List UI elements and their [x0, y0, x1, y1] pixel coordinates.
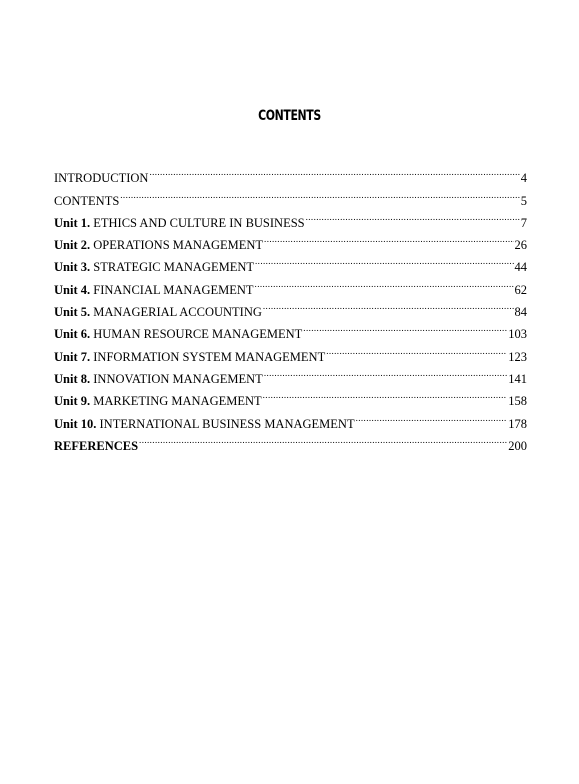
dot-leader	[306, 205, 520, 227]
table-of-contents	[54, 160, 527, 453]
toc-entry-label: Unit 7. INFORMATION SYSTEM MANAGEMENT	[54, 349, 326, 364]
toc-page-number: 26	[514, 238, 527, 253]
dot-leader	[263, 294, 514, 316]
toc-entry-label: Unit 8. INNOVATION MANAGEMENT	[54, 371, 263, 386]
dot-leader	[263, 383, 508, 405]
dot-leader	[264, 361, 507, 383]
toc-entry-label: Unit 6. HUMAN RESOURCE MANAGEMENT	[54, 327, 303, 342]
toc-entry-label: INTRODUCTION	[54, 171, 149, 186]
dot-leader	[149, 160, 519, 182]
dot-leader	[139, 428, 507, 450]
dot-leader	[255, 249, 513, 271]
toc-page-number: 158	[508, 394, 527, 409]
toc-page-number: 62	[514, 282, 527, 297]
toc-entry-introduction[interactable]	[54, 160, 527, 186]
toc-page-number: 4	[520, 171, 527, 186]
toc-entry-contents[interactable]	[54, 182, 527, 208]
dot-leader	[264, 227, 513, 249]
page-title: CONTENTS	[258, 108, 321, 124]
toc-page-number: 5	[520, 193, 527, 208]
dot-leader	[356, 405, 508, 427]
toc-page-number: 44	[514, 260, 527, 275]
toc-page-number: 123	[508, 349, 527, 364]
toc-entry-label: REFERENCES	[54, 438, 139, 453]
toc-entry-label: Unit 9. MARKETING MANAGEMENT	[54, 394, 262, 409]
toc-entry-label: CONTENTS	[54, 193, 120, 208]
toc-page-number: 178	[508, 416, 527, 431]
toc-page-number: 7	[520, 215, 527, 230]
dot-leader	[255, 271, 514, 293]
toc-entry-label: Unit 5. MANAGERIAL ACCOUNTING	[54, 305, 262, 320]
toc-page-number: 103	[508, 327, 527, 342]
toc-entry-label: Unit 10. INTERNATIONAL BUSINESS MANAGEMENT	[54, 416, 355, 431]
toc-page-number: 84	[514, 305, 527, 320]
toc-page-number: 141	[508, 371, 527, 386]
toc-entry-label: Unit 3. STRATEGIC MANAGEMENT	[54, 260, 255, 275]
toc-entry-label: Unit 4. FINANCIAL MANAGEMENT	[54, 282, 254, 297]
toc-entry-label: Unit 1. ETHICS AND CULTURE IN BUSINESS	[54, 215, 305, 230]
toc-page-number: 200	[508, 438, 527, 453]
toc-entry-unit-1[interactable]	[54, 205, 527, 230]
dot-leader	[326, 338, 507, 360]
dot-leader	[303, 316, 507, 338]
toc-entry-label: Unit 2. OPERATIONS MANAGEMENT	[54, 238, 264, 253]
dot-leader	[120, 182, 519, 204]
